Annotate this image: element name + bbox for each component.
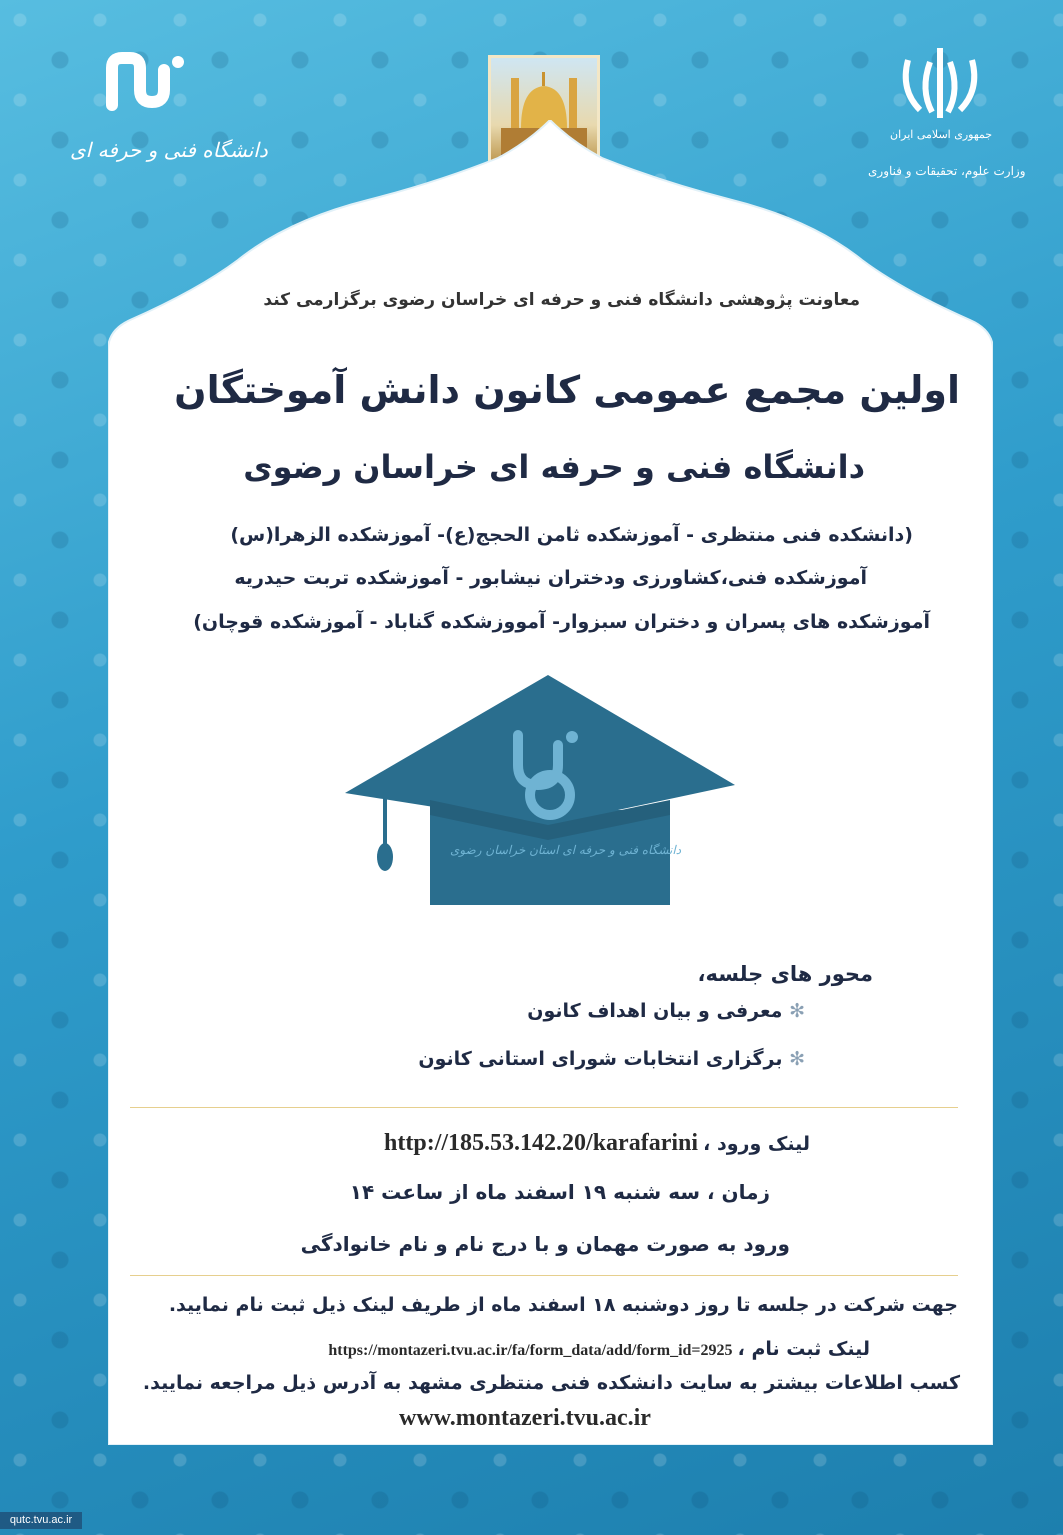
intro-text: معاونت پژوهشی دانشگاه فنی و حرفه ای خراسان رضوی برگزارمی کند: [263, 290, 860, 310]
registration-link-label: لینک ثبت نام ،: [737, 1338, 870, 1360]
iran-emblem-icon: [860, 40, 1020, 130]
bullet-star-icon: ✻: [782, 1048, 805, 1070]
website-link[interactable]: www.montazeri.tvu.ac.ir: [399, 1405, 651, 1431]
more-info-note: کسب اطلاعات بیشتر به سایت دانشکده فنی منتظری مشهد به آدرس ذیل مراجعه نمایید.: [142, 1372, 960, 1394]
graduation-cap-logo: [340, 675, 740, 915]
page-title: اولین مجمع عمومی کانون دانش آموختگان: [174, 368, 960, 412]
college-line-1: (دانشکده فنی منتظری - آموزشکده ثامن الحجج(ع)- آموزشکده الزهرا(س): [230, 524, 913, 546]
registration-note: جهت شرکت در جلسه تا روز دوشنبه ۱۸ اسفند ماه از طریف لینک ذیل ثبت نام نمایید.: [168, 1294, 958, 1316]
iran-emblem-text-2: وزارت علوم، تحقیقات و فناوری: [868, 164, 1026, 178]
page-subtitle: دانشگاه فنی و حرفه ای خراسان رضوی: [243, 448, 865, 486]
registration-link-row: [180, 1338, 870, 1360]
login-link-row: [290, 1130, 810, 1157]
separator-line: [130, 1107, 958, 1108]
college-line-2: آموزشکده فنی،کشاورزی ودختران نیشابور - آموزشکده تربت حیدریه: [234, 567, 867, 589]
agenda-item-label: برگزاری انتخابات شورای استانی کانون: [418, 1048, 783, 1070]
registration-link-url[interactable]: https://montazeri.tvu.ac.ir/fa/form_data/add/form_id=2925: [328, 1342, 733, 1359]
session-time: زمان ، سه شنبه ۱۹ اسفند ماه از ساعت ۱۴: [349, 1180, 770, 1204]
bullet-star-icon: ✻: [782, 1000, 805, 1022]
login-link-label: لینک ورود ،: [703, 1133, 810, 1155]
agenda-item-label: معرفی و بیان اهداف کانون: [527, 1000, 783, 1022]
agenda-item-1: [520, 1000, 805, 1022]
agenda-item-2: [400, 1048, 805, 1070]
graduation-cap-icon: [340, 675, 740, 915]
college-line-3: آموزشکده های پسران و دختران سبزوار- آمووزشکده گناباد - آموزشکده قوچان): [193, 611, 930, 633]
separator-line: [130, 1275, 958, 1276]
footer-watermark: qutc.tvu.ac.ir: [0, 1512, 82, 1529]
guest-entry-note: ورود به صورت مهمان و با درج نام و نام خانوادگی: [300, 1232, 790, 1256]
tvu-logo-text: دانشگاه فنی و حرفه ای: [70, 138, 268, 162]
login-link-url[interactable]: http://185.53.142.20/karafarini: [384, 1130, 699, 1156]
agenda-heading: محور های جلسه،: [697, 962, 873, 986]
iran-emblem-text-1: جمهوری اسلامی ایران: [890, 128, 993, 141]
cap-logo-text: دانشگاه فنی و حرفه ای استان خراسان رضوی: [450, 843, 682, 857]
